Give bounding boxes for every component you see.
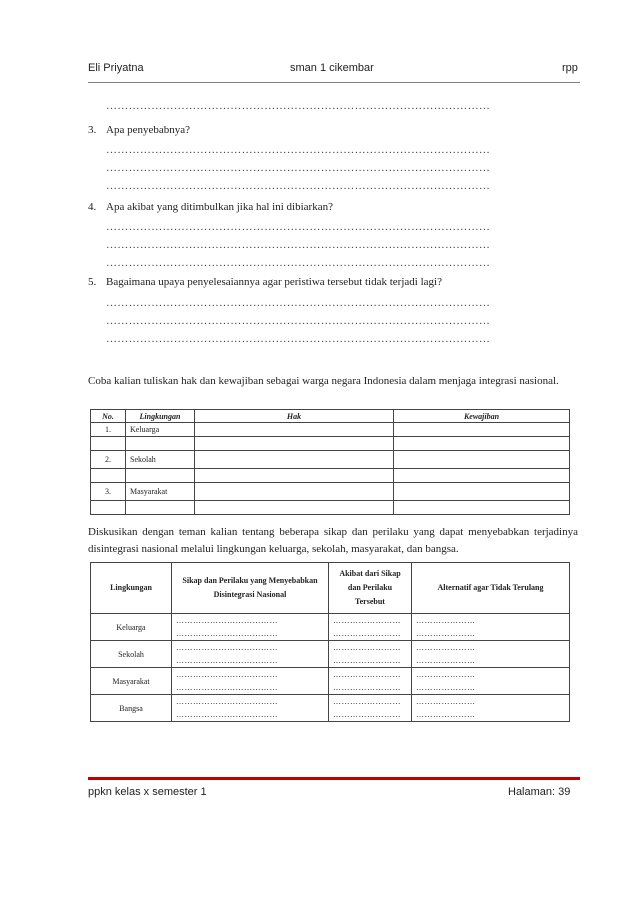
answer-line: ……………………………… [176, 670, 278, 679]
akibat-cell[interactable] [329, 695, 412, 722]
answer-line: ………………… [416, 670, 476, 679]
question-5 [88, 276, 442, 288]
question-number: 5. [88, 276, 97, 288]
kewajiban-cell[interactable] [394, 423, 570, 437]
answer-line: ………………………………………………………………………………………… [106, 333, 491, 345]
answer-line: ………………… [416, 683, 476, 692]
answer-line: ………………………………………………………………………………………… [106, 180, 491, 192]
answer-line: ……………………………… [176, 697, 278, 706]
row-environment: Masyarakat [126, 483, 195, 501]
column-header-kewajiban: Kewajiban [394, 410, 570, 423]
akibat-cell[interactable] [329, 668, 412, 695]
sikap-cell[interactable] [172, 668, 329, 695]
instruction-hak-kewajiban: Coba kalian tuliskan hak dan kewajiban sebagai warga negara Indonesia dalam menjaga integrasi nasional. [88, 375, 559, 387]
answer-line: ………………………………………………………………………………………… [106, 297, 491, 309]
row-environment: Keluarga [91, 614, 172, 641]
row-number: 1. [91, 423, 126, 437]
footer-page-number: Halaman: 39 [508, 786, 571, 798]
column-header-lingkungan: Lingkungan [91, 563, 172, 614]
question-text: Apa penyebabnya? [106, 124, 190, 136]
table-row [91, 695, 570, 722]
answer-line: ………………………………………………………………………………………… [106, 144, 491, 156]
sikap-cell[interactable] [172, 695, 329, 722]
table-row [91, 614, 570, 641]
table-row [91, 437, 570, 451]
row-environment: Sekolah [91, 641, 172, 668]
question-text: Bagaimana upaya penyelesaiannya agar peristiwa tersebut tidak terjadi lagi? [106, 276, 442, 288]
answer-line: ……………………………… [176, 656, 278, 665]
header-doc-type: rpp [562, 62, 578, 74]
table-row [91, 668, 570, 695]
alternatif-cell[interactable] [412, 668, 570, 695]
table-row [91, 483, 570, 501]
row-environment: Bangsa [91, 695, 172, 722]
answer-line: …………………… [333, 643, 401, 652]
answer-line: …………………… [333, 670, 401, 679]
answer-line: …………………… [333, 616, 401, 625]
answer-line: …………………… [333, 656, 401, 665]
hak-kewajiban-table [90, 409, 570, 515]
answer-line: ………………………………………………………………………………………… [106, 100, 491, 112]
footer-course: ppkn kelas x semester 1 [88, 786, 207, 798]
row-number [91, 501, 126, 515]
kewajiban-cell[interactable] [394, 469, 570, 483]
answer-line: ………………………………………………………………………………………… [106, 315, 491, 327]
hak-cell[interactable] [195, 423, 394, 437]
header-school: sman 1 cikembar [290, 62, 374, 74]
answer-line: ……………………………… [176, 683, 278, 692]
column-header-sikap-perilaku: Sikap dan Perilaku yang Menyebabkan Disintegrasi Nasional [172, 563, 329, 614]
row-environment: Keluarga [126, 423, 195, 437]
alternatif-cell[interactable] [412, 641, 570, 668]
row-number: 3. [91, 483, 126, 501]
table-row [91, 423, 570, 437]
answer-line: …………………… [333, 683, 401, 692]
header-author: Eli Priyatna [88, 62, 144, 74]
question-number: 3. [88, 124, 97, 136]
answer-line: …………………… [333, 697, 401, 706]
akibat-cell[interactable] [329, 641, 412, 668]
row-number [91, 437, 126, 451]
row-environment [126, 469, 195, 483]
question-number: 4. [88, 201, 97, 213]
row-environment: Sekolah [126, 451, 195, 469]
answer-line: ………………… [416, 616, 476, 625]
table-row [91, 451, 570, 469]
answer-line: ………………… [416, 710, 476, 719]
column-header-akibat: Akibat dari Sikap dan Perilaku Tersebut [329, 563, 412, 614]
row-environment [126, 501, 195, 515]
table-row [91, 501, 570, 515]
question-4 [88, 201, 333, 213]
header-rule [88, 82, 580, 83]
table-row [91, 641, 570, 668]
column-header-alternatif: Alternatif agar Tidak Terulang [412, 563, 570, 614]
row-environment: Masyarakat [91, 668, 172, 695]
answer-line: ……………………………… [176, 629, 278, 638]
answer-line: ……………………………… [176, 643, 278, 652]
kewajiban-cell[interactable] [394, 437, 570, 451]
kewajiban-cell[interactable] [394, 501, 570, 515]
answer-line: …………………… [333, 710, 401, 719]
column-header-hak: Hak [195, 410, 394, 423]
column-header-lingkungan: Lingkungan [126, 410, 195, 423]
answer-line: ……………………………… [176, 710, 278, 719]
column-header-no: No. [91, 410, 126, 423]
table-row [91, 469, 570, 483]
answer-line: ………………… [416, 629, 476, 638]
kewajiban-cell[interactable] [394, 451, 570, 469]
sikap-cell[interactable] [172, 614, 329, 641]
question-3 [88, 124, 190, 136]
hak-cell[interactable] [195, 437, 394, 451]
sikap-cell[interactable] [172, 641, 329, 668]
answer-line: ………………………………………………………………………………………… [106, 257, 491, 269]
hak-cell[interactable] [195, 451, 394, 469]
footer-rule [88, 777, 580, 780]
answer-line: ………………… [416, 656, 476, 665]
hak-cell[interactable] [195, 483, 394, 501]
instruction-diskusi: Diskusikan dengan teman kalian tentang beberapa sikap dan perilaku yang dapat menyebabkan terjadinya disintegrasi nasional melalui lingkungan keluarga, sekolah, masyarakat, dan bangsa. [88, 526, 578, 555]
answer-line: ………………………………………………………………………………………… [106, 162, 491, 174]
row-number: 2. [91, 451, 126, 469]
answer-line: …………………… [333, 629, 401, 638]
disintegrasi-table [90, 562, 570, 722]
akibat-cell[interactable] [329, 614, 412, 641]
row-number [91, 469, 126, 483]
answer-line: ………………… [416, 697, 476, 706]
kewajiban-cell[interactable] [394, 483, 570, 501]
question-text: Apa akibat yang ditimbulkan jika hal ini dibiarkan? [106, 201, 333, 213]
answer-line: ………………………………………………………………………………………… [106, 239, 491, 251]
hak-cell[interactable] [195, 501, 394, 515]
alternatif-cell[interactable] [412, 614, 570, 641]
answer-line: ……………………………… [176, 616, 278, 625]
alternatif-cell[interactable] [412, 695, 570, 722]
answer-line: ………………… [416, 643, 476, 652]
answer-line: ………………………………………………………………………………………… [106, 221, 491, 233]
row-environment [126, 437, 195, 451]
hak-cell[interactable] [195, 469, 394, 483]
